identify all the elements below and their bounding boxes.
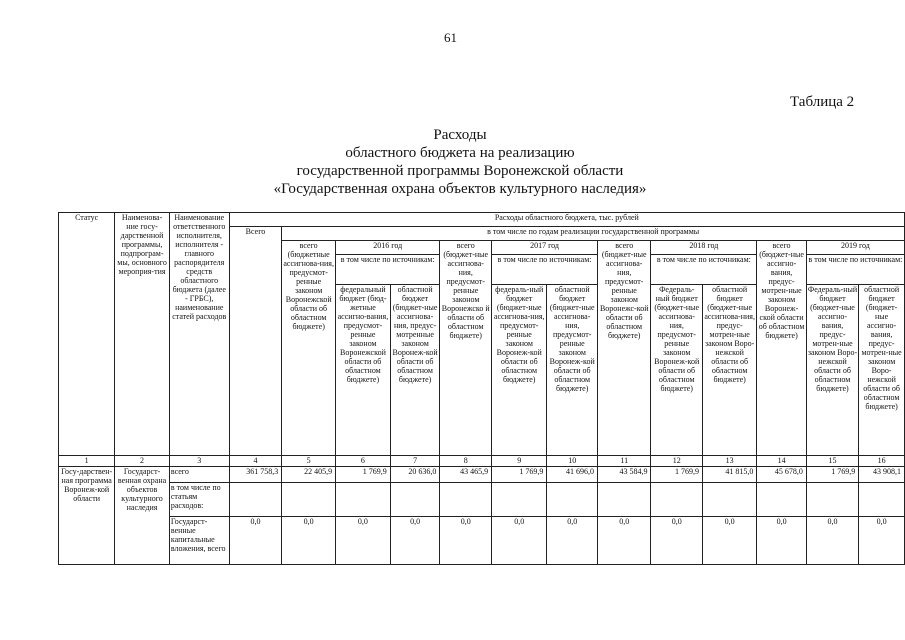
header-sources-2019: в том числе по источникам: (806, 255, 904, 285)
cell-value: 45 678,0 (757, 467, 807, 483)
cell-value: 1 769,9 (806, 467, 858, 483)
cell-value: 0,0 (390, 517, 440, 565)
col-number: 5 (282, 456, 336, 467)
cell-value: 43 908,1 (859, 467, 905, 483)
title-line-1: Расходы (433, 127, 487, 143)
header-total-2018: всего (бюджет-ные ассигнова-ния, предусмот-ренные законом Воронежс-кой области об областном бюджете) (598, 241, 651, 456)
row-status: Госу-дарствен-ная программа Воронеж-кой области (59, 467, 115, 565)
cell-value: 0,0 (440, 517, 492, 565)
header-by-years: в том числе по годам реализации государственной программы (282, 227, 905, 241)
header-total: Всего (229, 227, 282, 456)
col-number: 13 (702, 456, 756, 467)
header-fed-2019: Федераль-ный бюджет (бюджет-ные ассигно-вания, предус-мотрен-ные законом Воро-нежской области об областном бюджете) (806, 285, 858, 456)
header-status: Статус (59, 213, 115, 456)
table-label: Таблица 2 (790, 94, 855, 110)
cell-value: 43 465,9 (440, 467, 492, 483)
header-year-2018: 2018 год (651, 241, 757, 255)
cell-value: 0,0 (229, 517, 282, 565)
header-total-2016: всего (бюджетные ассигнова-ния, предусмот-ренные законом Воронежской области об областном бюджете) (282, 241, 336, 456)
col-number: 10 (547, 456, 598, 467)
header-reg-2018: областной бюджет (бюджет-ные ассигнова-ния, предус-мотрен-ные законом Воро-нежской области об областном бюджете) (702, 285, 756, 456)
title-line-4: «Государственная охрана объектов культурного наследия» (273, 181, 647, 197)
col-number: 1 (59, 456, 115, 467)
header-reg-2019: областной бюджет (бюджет-ные ассигно-вания, предус-мотрен-ные законом Воро-нежской области об областном бюджете) (859, 285, 905, 456)
col-number: 8 (440, 456, 492, 467)
header-program-name: Наименова-ние госу-дарственной программы, подпрограм-мы, основного мероприя-тия (115, 213, 170, 456)
header-sources-2017: в том числе по источникам: (492, 255, 598, 285)
col-number: 3 (169, 456, 229, 467)
title-line-3: государственной программы Воронежской области (296, 163, 624, 179)
row-label-by-articles: в том числе по статьям расходов: (169, 483, 229, 517)
cell-value: 0,0 (547, 517, 598, 565)
col-number: 15 (806, 456, 858, 467)
row-program-name: Государст-венная охрана объектов культурного наследия (115, 467, 170, 565)
header-sources-2016: в том числе по источникам: (336, 255, 440, 285)
header-responsible: Наименование ответственного исполнителя, исполнителя - главного распорядителя средств областного бюджета (далее - ГРБС), наименование статей расходов (169, 213, 229, 456)
col-number: 6 (336, 456, 391, 467)
header-total-2019: всего (бюджет-ные ассигно-вания, предус-мотрен-ные законом Воронеж-ской области об областном бюджете) (757, 241, 807, 456)
expenses-table (58, 212, 905, 565)
cell-value: 0,0 (282, 517, 336, 565)
cell-value: 41 815,0 (702, 467, 756, 483)
header-reg-2016: областной бюджет (бюджет-ные ассигнова-ния, предус-мотренные законом Воронеж-кой области об областном бюджете) (390, 285, 440, 456)
cell-value: 1 769,9 (492, 467, 547, 483)
header-fed-2018: Федераль-ный бюджет (бюджет-ные ассигнова-ния, предусмот-ренные законом Воронеж-кой области об областном бюджете) (651, 285, 703, 456)
cell-value: 0,0 (492, 517, 547, 565)
col-number: 14 (757, 456, 807, 467)
header-fed-2016: федеральный бюджет (бюд-жетные ассигно-вания, предусмот-ренные законом Воронежской области об областном бюджете) (336, 285, 391, 456)
cell-value: 0,0 (859, 517, 905, 565)
column-numbers-row (59, 456, 905, 467)
header-year-2017: 2017 год (492, 241, 598, 255)
table-row (59, 517, 905, 565)
cell-value: 361 758,3 (229, 467, 282, 483)
header-fed-2017: федераль-ный бюджет (бюджет-ные ассигнова-ния, предусмот-ренные законом Воронеж-кой области об областном бюджете) (492, 285, 547, 456)
header-year-2019: 2019 год (806, 241, 904, 255)
header-expenses: Расходы областного бюджета, тыс. рублей (229, 213, 904, 227)
col-number: 9 (492, 456, 547, 467)
col-number: 12 (651, 456, 703, 467)
cell-value: 1 769,9 (336, 467, 391, 483)
cell-value: 0,0 (702, 517, 756, 565)
col-number: 4 (229, 456, 282, 467)
cell-value: 0,0 (757, 517, 807, 565)
cell-value: 41 696,0 (547, 467, 598, 483)
table-row (59, 483, 905, 517)
row-label-total: всего (169, 467, 229, 483)
header-total-2017: всего (бюджет-ные ассигнова-ния, предусмот-ренные законом Воронежско й области об областном бюджете) (440, 241, 492, 456)
header-sources-2018: в том числе по источникам: (651, 255, 757, 285)
col-number: 11 (598, 456, 651, 467)
col-number: 16 (859, 456, 905, 467)
col-number: 2 (115, 456, 170, 467)
table-row (59, 467, 905, 483)
cell-value: 0,0 (651, 517, 703, 565)
cell-value: 22 405,9 (282, 467, 336, 483)
title-line-2: областного бюджета на реализацию (345, 145, 575, 161)
cell-value: 1 769,9 (651, 467, 703, 483)
header-year-2016: 2016 год (336, 241, 440, 255)
row-label-capital: Государст-венные капитальные вложения, всего (169, 517, 229, 565)
cell-value: 0,0 (598, 517, 651, 565)
col-number: 7 (390, 456, 440, 467)
cell-value: 0,0 (336, 517, 391, 565)
page-number: 61 (444, 30, 457, 45)
document-title (220, 126, 700, 198)
header-reg-2017: областной бюджет (бюджет-ные ассигнова-ния, предусмот-ренные законом Воронеж-кой области об областном бюджете) (547, 285, 598, 456)
cell-value: 43 584,9 (598, 467, 651, 483)
cell-value: 20 636,0 (390, 467, 440, 483)
cell-value: 0,0 (806, 517, 858, 565)
